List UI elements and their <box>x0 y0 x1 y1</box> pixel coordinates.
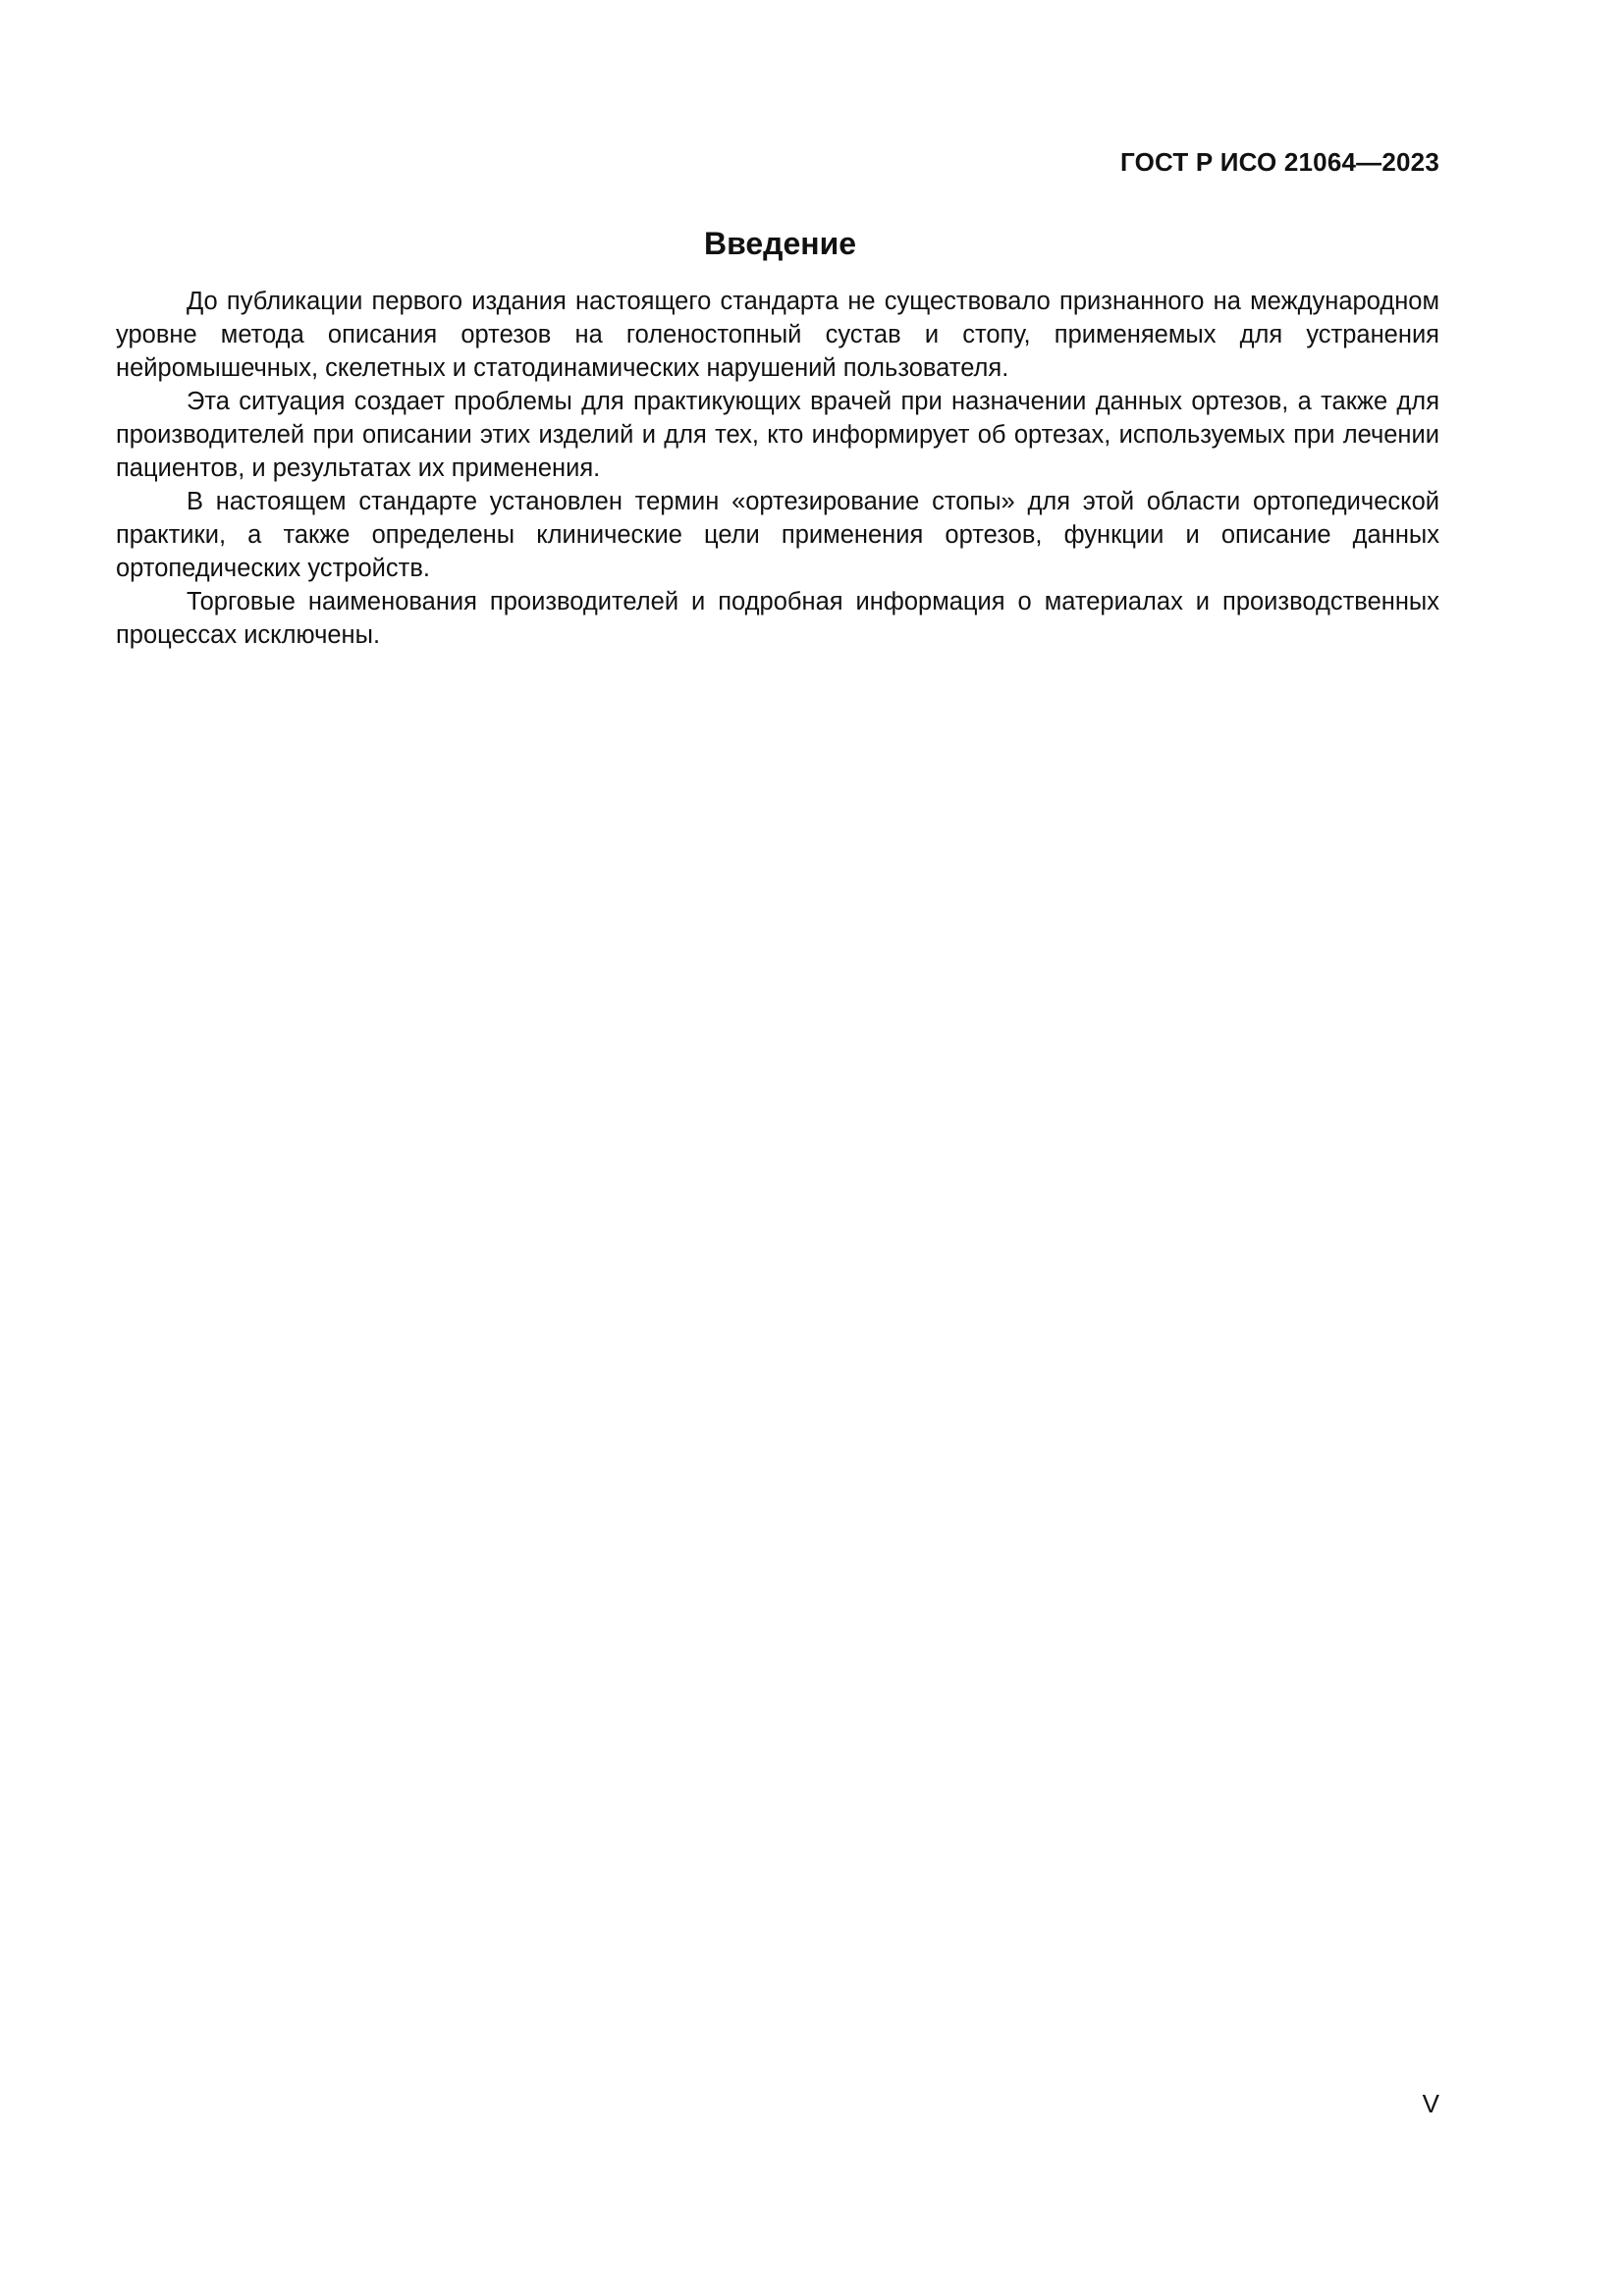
body-text <box>116 285 1439 652</box>
paragraph-1: До публикации первого издания настоящего стандарта не существовало признанного на международном уровне метода описания ортезов на голеностопный сустав и стопу, применяемых для устранения нейромышечных, скелетных и статодинамических нарушений пользователя. <box>116 288 1439 382</box>
paragraph-2: Эта ситуация создает проблемы для практикующих врачей при назначении данных ортезов, а также для производителей при описании этих изделий и для тех, кто информирует об ортезах, используемых при лечении пациентов, и результатах их применения. <box>116 388 1439 482</box>
paragraph-3: В настоящем стандарте установлен термин «ортезирование стопы» для этой области ортопедической практики, а также определены клинические цели применения ортезов, функции и описание данных ортопедических устройств. <box>116 488 1439 582</box>
section-title: Введение <box>703 226 857 261</box>
document-code: ГОСТ Р ИСО 21064—2023 <box>1119 147 1439 177</box>
paragraph-4: Торговые наименования производителей и подробная информация о материалах и производственных процессах исключены. <box>116 588 1439 649</box>
page-number: V <box>1422 2089 1439 2118</box>
